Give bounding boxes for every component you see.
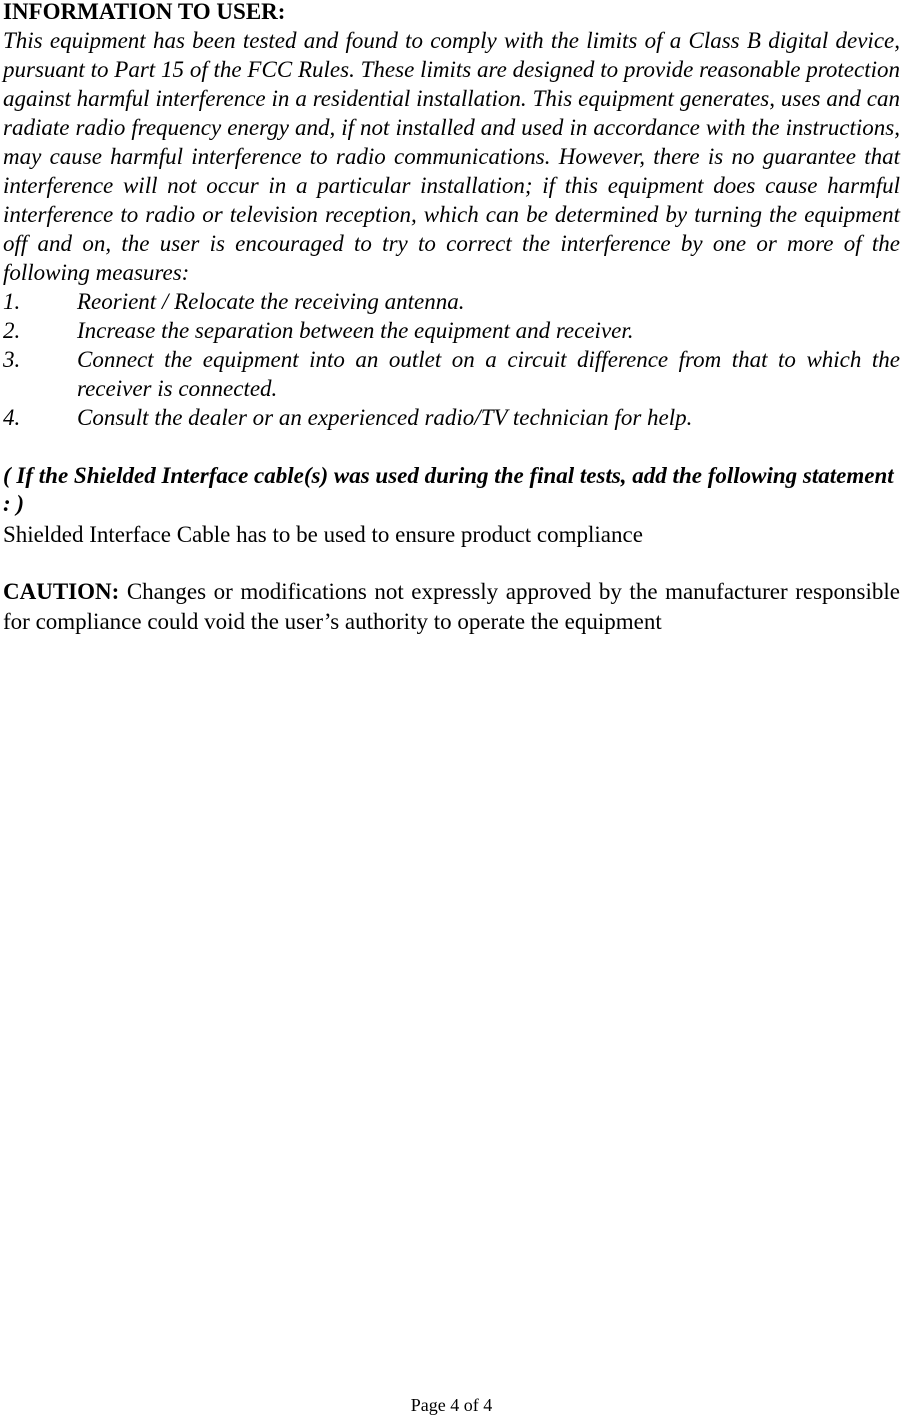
list-item-number: 4. <box>3 405 21 430</box>
list-item <box>3 287 900 316</box>
caution-text: Changes or modifications not expressly approved by the manufacturer responsible for compliance could void the user’s authority to operate the equipment <box>3 579 900 634</box>
document-page <box>3 0 900 637</box>
list-item-number: 2. <box>3 318 21 343</box>
list-item-number: 3. <box>3 347 21 372</box>
list-item <box>3 345 900 403</box>
caution-paragraph <box>3 549 900 637</box>
list-item <box>3 316 900 345</box>
shielded-cable-statement: Shielded Interface Cable has to be used to ensure product compliance <box>3 522 643 547</box>
list-item-text: Increase the separation between the equipment and receiver. <box>77 318 634 343</box>
list-item <box>3 403 900 432</box>
section-heading: INFORMATION TO USER: <box>3 0 286 24</box>
intro-paragraph: This equipment has been tested and found to comply with the limits of a Class B digital device, pursuant to Part 15 of the FCC Rules. These limits are designed to provide reasonable protection against harmful interference in a residential installation. This equipment generates, uses and can radiate radio frequency energy and, if not installed and used in accordance with the instructions, may cause harmful interference to radio communications. However, there is no guarantee that interference will not occur in a particular installation; if this equipment does cause harmful interference to radio or television reception, which can be determined by turning the equipment off and on, the user is encouraged to try to correct the interference by one or more of the following measures: <box>3 28 900 285</box>
list-item-text: Connect the equipment into an outlet on a circuit difference from that to which the receiver is connected. <box>77 347 900 401</box>
list-item-number: 1. <box>3 289 21 314</box>
list-item-text: Consult the dealer or an experienced radio/TV technician for help. <box>77 405 693 430</box>
measures-list <box>3 287 900 432</box>
page-number: Page 4 of 4 <box>410 1395 493 1415</box>
caution-label: CAUTION: <box>3 579 120 604</box>
list-item-text: Reorient / Relocate the receiving antenna. <box>77 289 465 314</box>
shielded-cable-note: ( If the Shielded Interface cable(s) was used during the final tests, add the following statement : ) <box>3 463 894 516</box>
